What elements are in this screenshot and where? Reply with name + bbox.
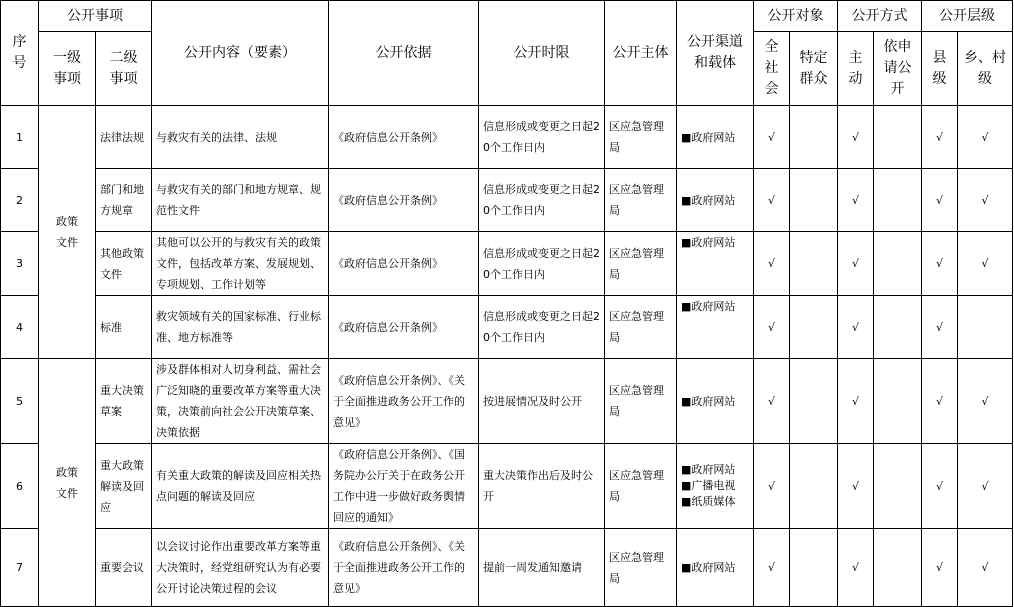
row-time-limit: 提前一周发通知邀请 [479, 529, 605, 607]
check-level-town: √ [958, 232, 1013, 296]
header-basis: 公开依据 [329, 1, 479, 106]
check-mode-active: √ [838, 444, 874, 529]
check-mode-active: √ [838, 296, 874, 359]
check-mode-request [874, 529, 922, 607]
row-basis: 《政府信息公开条例》 [329, 296, 479, 359]
row-subitem: 重要会议 [96, 529, 152, 607]
row-subject: 区应急管理局 [605, 169, 677, 232]
check-level-county: √ [922, 359, 958, 444]
check-audience-specific [790, 296, 838, 359]
row-subject: 区应急管理局 [605, 232, 677, 296]
header-level1: 一级事项 [39, 32, 96, 106]
row-seq: 5 [1, 359, 39, 444]
row-time-limit: 信息形成或变更之日起20个工作日内 [479, 106, 605, 169]
check-mode-request [874, 296, 922, 359]
header-level-group: 公开层级 [922, 1, 1013, 32]
header-audience-group: 公开对象 [754, 1, 838, 32]
row-subject: 区应急管理局 [605, 296, 677, 359]
row-subitem: 重大政策解读及回应 [96, 444, 152, 529]
row-channel: ■政府网站 [677, 106, 754, 169]
check-level-county: √ [922, 106, 958, 169]
row-seq: 3 [1, 232, 39, 296]
check-mode-request [874, 359, 922, 444]
table-row [1, 232, 1013, 296]
row-content: 以会议讨论作出重要改革方案等重大决策时，经党组研究认为有必要公开讨论决策过程的会议 [152, 529, 329, 607]
header-items-group: 公开事项 [39, 1, 152, 32]
row-content: 有关重大政策的解读及回应相关热点问题的解读及回应 [152, 444, 329, 529]
check-mode-request [874, 444, 922, 529]
row-channel: ■政府网站 ■广播电视 ■纸质媒体 [677, 444, 754, 529]
check-audience-all: √ [754, 232, 790, 296]
row-subject: 区应急管理局 [605, 359, 677, 444]
row-subitem: 部门和地方规章 [96, 169, 152, 232]
check-level-county: √ [922, 169, 958, 232]
row-time-limit: 信息形成或变更之日起20个工作日内 [479, 169, 605, 232]
row-basis: 《政府信息公开条例》、《国务院办公厅关于在政务公开工作中进一步做好政务舆情回应的通知》 [329, 444, 479, 529]
check-mode-active: √ [838, 232, 874, 296]
row-content: 救灾领域有关的国家标准、行业标准、地方标准等 [152, 296, 329, 359]
check-mode-active: √ [838, 529, 874, 607]
table-row [1, 106, 1013, 169]
row-time-limit: 重大决策作出后及时公开 [479, 444, 605, 529]
check-mode-request [874, 232, 922, 296]
check-audience-specific [790, 444, 838, 529]
row-subject: 区应急管理局 [605, 106, 677, 169]
header-mode-group: 公开方式 [838, 1, 922, 32]
row-channel: ■政府网站 [677, 529, 754, 607]
row-seq: 1 [1, 106, 39, 169]
row-channel: ■政府网站 [677, 296, 754, 359]
check-level-county: √ [922, 444, 958, 529]
check-level-town: √ [958, 359, 1013, 444]
header-channel: 公开渠道和载体 [677, 1, 754, 106]
check-level-town: √ [958, 169, 1013, 232]
check-audience-specific [790, 169, 838, 232]
header-time-limit: 公开时限 [479, 1, 605, 106]
check-audience-all: √ [754, 359, 790, 444]
row-channel: ■政府网站 [677, 359, 754, 444]
check-audience-all: √ [754, 529, 790, 607]
row-subitem: 法律法规 [96, 106, 152, 169]
row-content: 与救灾有关的法律、法规 [152, 106, 329, 169]
check-level-county: √ [922, 296, 958, 359]
check-audience-all: √ [754, 169, 790, 232]
group-label: 政策文件 [39, 359, 96, 607]
row-content: 其他可以公开的与救灾有关的政策文件，包括改革方案、发展规划、专项规划、工作计划等 [152, 232, 329, 296]
row-basis: 《政府信息公开条例》、《关于全面推进政务公开工作的意见》 [329, 529, 479, 607]
header-level2: 二级事项 [96, 32, 152, 106]
group-label: 政策文件 [39, 106, 96, 359]
row-subitem: 其他政策文件 [96, 232, 152, 296]
row-channel: ■政府网站 [677, 169, 754, 232]
check-level-town [958, 296, 1013, 359]
table-row [1, 296, 1013, 359]
header-audience-specific: 特定群众 [790, 32, 838, 106]
row-basis: 《政府信息公开条例》 [329, 169, 479, 232]
header-audience-all: 全社会 [754, 32, 790, 106]
header-subject: 公开主体 [605, 1, 677, 106]
header-level-town: 乡、村级 [958, 32, 1013, 106]
row-subitem: 标准 [96, 296, 152, 359]
header-seq: 序号 [1, 1, 39, 106]
row-seq: 2 [1, 169, 39, 232]
check-audience-specific [790, 232, 838, 296]
check-level-county: √ [922, 529, 958, 607]
header-level-county: 县级 [922, 32, 958, 106]
table-row [1, 169, 1013, 232]
row-seq: 6 [1, 444, 39, 529]
row-time-limit: 信息形成或变更之日起20个工作日内 [479, 296, 605, 359]
check-audience-all: √ [754, 106, 790, 169]
check-level-county: √ [922, 232, 958, 296]
check-audience-specific [790, 529, 838, 607]
check-level-town: √ [958, 444, 1013, 529]
header-row-1 [1, 1, 1013, 32]
header-mode-active: 主动 [838, 32, 874, 106]
row-subject: 区应急管理局 [605, 444, 677, 529]
table-row [1, 359, 1013, 444]
check-mode-active: √ [838, 106, 874, 169]
row-basis: 《政府信息公开条例》 [329, 232, 479, 296]
check-audience-specific [790, 359, 838, 444]
row-time-limit: 信息形成或变更之日起20个工作日内 [479, 232, 605, 296]
row-channel: ■政府网站 [677, 232, 754, 296]
row-subject: 区应急管理局 [605, 529, 677, 607]
check-level-town: √ [958, 106, 1013, 169]
check-audience-all: √ [754, 296, 790, 359]
row-basis: 《政府信息公开条例》 [329, 106, 479, 169]
row-content: 涉及群体相对人切身利益、需社会广泛知晓的重要改革方案等重大决策，决策前向社会公开决策草案、决策依据 [152, 359, 329, 444]
row-seq: 4 [1, 296, 39, 359]
check-mode-active: √ [838, 169, 874, 232]
header-mode-request: 依申请公开 [874, 32, 922, 106]
check-mode-active: √ [838, 359, 874, 444]
check-audience-specific [790, 106, 838, 169]
row-basis: 《政府信息公开条例》、《关于全面推进政务公开工作的意见》 [329, 359, 479, 444]
header-content: 公开内容（要素） [152, 1, 329, 106]
table-row [1, 529, 1013, 607]
row-subitem: 重大决策草案 [96, 359, 152, 444]
check-mode-request [874, 169, 922, 232]
check-audience-all: √ [754, 444, 790, 529]
table-row [1, 444, 1013, 529]
check-mode-request [874, 106, 922, 169]
row-time-limit: 按进展情况及时公开 [479, 359, 605, 444]
row-seq: 7 [1, 529, 39, 607]
check-level-town: √ [958, 529, 1013, 607]
row-content: 与救灾有关的部门和地方规章、规范性文件 [152, 169, 329, 232]
